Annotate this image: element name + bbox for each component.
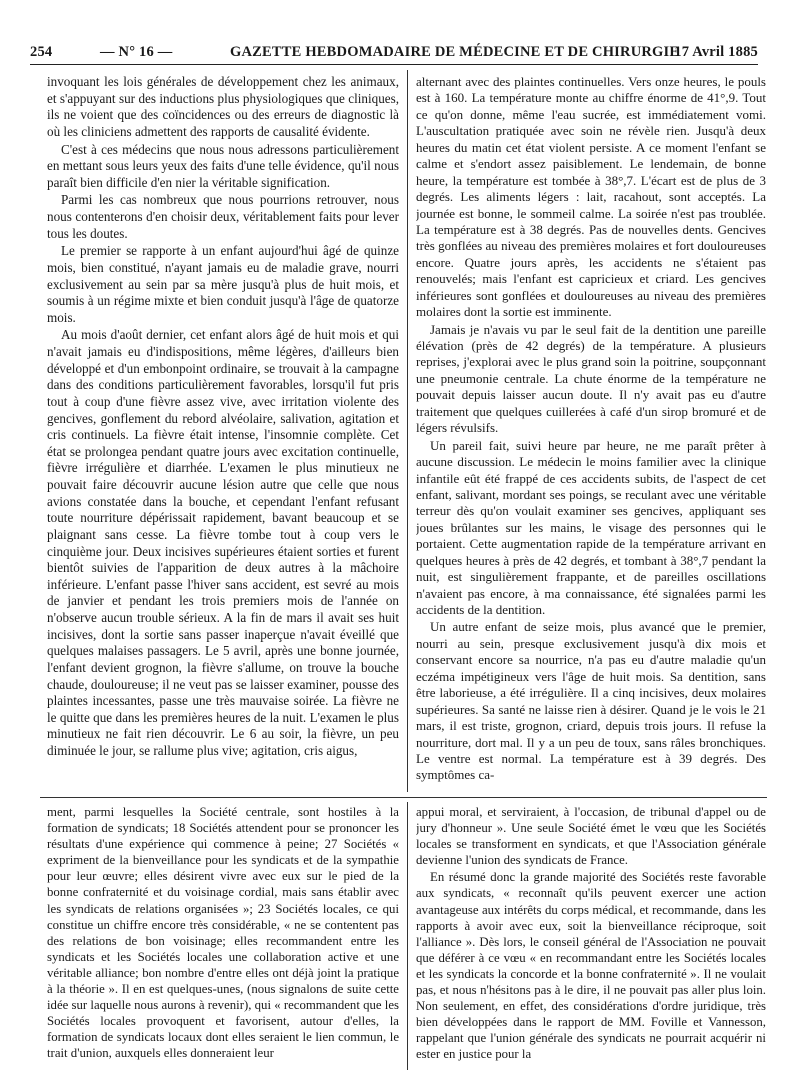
article-column-left [47,74,399,786]
article-column-right [416,74,766,786]
issue-date: 17 Avril 1885 [674,44,758,60]
paragraph: Parmi les cas nombreux que nous pourrions retrouver, nous nous contenterons d'en choisir deux, véritablement faits pour lever tous les doutes. [47,192,399,241]
page-number: 254 [30,44,53,60]
feuilleton-column-right [416,804,766,1066]
paragraph: ment, parmi lesquelles la Société centrale, sont hostiles à la formation de syndicats; 18 Sociétés attendent pour se prononcer les résultats d'une expérience qui commence à peine; 27 Sociétés « expriment de la bienveillance pour les syndicats et de la sympathie pour leur œuvre; elles désirent vivre avec eux sur le pied de la bonne confraternité et du voisinage cordial, mais sans établir avec les syndicats de relations organisées »; 23 Sociétés locales, ce qui constitue un chiffre encore très considérable, « ne se contentent pas des relations de bon voisinage; elles recommandent entre les syndicats et les Sociétés locales une collaboration active et une véritable alliance; bon nombre d'entre elles ont déjà joint la pratique à la théorie ». Il en est quelques-unes, (nous signalons de suite cette idée sur laquelle nous aurons à revenir), qui « recommandent que les Sociétés locales provoquent et favorisent, autour d'elles, la formation de syndicats locaux dont elles seraient le lien commun, le trait d'union, auxquels elles donneraient leur [47,805,399,1061]
paragraph: invoquant les lois générales de développement chez les animaux, et s'appuyant sur des inductions plus physiologiques que cliniques, ils ne voient que des coïncidences ou des erreurs de diagnostic là où les cliniciens admettent des rapports de causalité évidente. [47,74,399,139]
paragraph: alternant avec des plaintes continuelles. Vers onze heures, le pouls est à 160. La température monte au chiffre énorme de 41°,9. Tout ce qu'on donne, même l'eau sucrée, est immédiatement vomi. L'auscultation pratiquée avec soin ne révèle rien. Jusqu'à deux heures du matin cet état violent persiste. A ce moment l'enfant se calme et s'endort assez paisiblement. Le lendemain, de bonne heure, la température est tombée à 38°,7. L'écart est de plus de 3 degrés. Les aliments légers : lait, racahout, sont acceptés. La journée est bonne, le sommeil calme. La soirée n'est pas troublée. La température est à 38 degrés. Pas de nouvelles dents. Gencives très gonflées au niveau des premières molaires et fort douloureuses encore. Quatre jours après, les accidents ne s'étaient pas renouvelés; mais l'enfant est capricieux et criard. Les gencives inférieures sont gonflées et douloureuses au niveau des premières molaires dont la sortie est imminente. [416,74,766,320]
paragraph: Au mois d'août dernier, cet enfant alors âgé de huit mois et qui n'avait jamais eu d'indispositions, même légères, d'ailleurs bien développé et d'un embonpoint ordinaire, se trouvait à la campagne dans des conditions particulièrement favorables, lorsqu'il fut pris tout à coup d'une fièvre assez vive, avec irritation violente des gencives, gonflement du rebord alvéolaire, salivation, agitation et cris continuels. La fièvre était intense, l'insomnie complète. Cet état se prolongea pendant quatre jours avec excitation continuelle, fièvre irrégulière et diarrhée. L'examen le plus minutieux ne pouvait faire découvrir aucune lésion autre que celle que nous avions constatée dans la bouche, et cependant l'enfant refusant toute nourriture dépérissait rapidement, bavant beaucoup et se plaignant sans cesse. La fièvre tombe tout à coup vers le cinquième jour. Deux incisives supérieures étaient sorties et furent bientôt suivies de l'apparition de deux autres à la mâchoire inférieure. L'enfant passe l'hiver sans accident, est sevré au mois de janvier et pendant les trois premiers mois de l'année on n'observe aucun trouble sérieux. A la fin de mars il avait ses huit incisives, dont la sortie sans passer inaperçue n'avait éveillé que quelques malaises passagers. Le 5 avril, après une bonne journée, l'enfant devient grognon, la fièvre s'allume, on trouve la bouche chaude, douloureuse; il ne veut pas se laisser examiner, pousse des plaintes incessantes, passe une très mauvaise soirée. La fièvre ne le quitte que dans les premières heures de la nuit. L'examen le plus minutieux ne fait rien découvrir. Le 6 au soir, la fièvre, un peu diminuée le jour, se rallume plus vive; agitation, cris aigus, [47,327,399,758]
column-divider-upper [407,70,408,792]
paragraph: En résumé donc la grande majorité des Sociétés reste favorable aux syndicats, « reconnaît qu'ils peuvent exercer une action avantageuse aux intérêts du corps médical, et recommande, dans les rapports à avoir avec eux, soit la bienveillance réciproque, soit l'alliance ». Dès lors, le conseil général de l'Association ne pouvait que déférer à ce vœu « en recommandant entre les Sociétés locales et les syndicats la concorde et la bonne confraternité ». Il ne voulait pas, et nous n'hésitons pas à le dire, il ne pouvait pas aller plus loin. Non seulement, en effet, des considérations d'ordre juridique, très bien développées dans le rapport de MM. Foville et Vannesson, rappelant que l'union générale des syndicats ne pourrait acquérir ni ester en justice pour la [416,870,766,1062]
running-header [30,42,758,65]
issue-number: — N° 16 — [100,44,173,60]
feuilleton-column-left [47,804,399,1066]
paragraph: Un pareil fait, suivi heure par heure, ne me paraît prêter à aucune discussion. Le médecin le moins familier avec la clinique infantile eût été frappé de ces accidents subits, de l'aspect de cet enfant, salivant, mordant ses poings, se reculant avec une véritable terreur dès qu'on voulait examiner ses gencives, appliquant ses joues brûlantes sur les mains, le visage des personnes qui le portaient. Cette augmentation rapide de la température arrivant en quelques heures à près de 42 degrés, et tombant à 38°,7 pendant la nuit, est singulièrement frappante, et de pareilles oscillations n'avaient pas encore, à ma connaissance, été signalées parmi les accidents de la dentition. [416,437,766,617]
paragraph: C'est à ces médecins que nous nous adressons particulièrement en mettant sous leurs yeux des faits d'une telle évidence, qu'il nous paraît bien difficile d'en nier la véritable signification. [47,141,399,190]
paragraph: Un autre enfant de seize mois, plus avancé que le premier, nourri au sein, presque exclusivement jusqu'à dix mois et conservant encore sa nourrice, n'a pas eu d'autre maladie qu'un eczéma impétigineux vers l'âge de huit mois. Sa dentition, sans être laborieuse, a été irrégulière. Il a cinq incisives, deux molaires supérieures. Sa santé ne laisse rien à désirer. Quand je le vois le 21 mars, il est triste, grognon, criard, depuis trois jours. Il refuse la nourriture, dort mal. Il y a un peu de toux, sans râles bronchiques. Le ventre est normal. La température est à 39 degrés. Des symptômes ca- [416,619,766,783]
column-divider-lower [407,802,408,1070]
paragraph: appui moral, et serviraient, à l'occasion, de tribunal d'appel ou de jury d'honneur ». Une seule Société émet le vœu que les Sociétés locales se transforment en syndicats, et que l'Association générale devienne l'union des syndicats de France. [416,805,766,868]
paragraph: Le premier se rapporte à un enfant aujourd'hui âgé de quinze mois, bien constitué, n'ayant jamais eu de maladie grave, nourri exclusivement au sein par sa mère jusqu'à plus de huit mois, et soumis à un régime mixte et bien conduit jusqu'à l'âge de quatorze mois. [47,243,399,325]
section-divider [40,797,767,798]
paragraph: Jamais je n'avais vu par le seul fait de la dentition une pareille élévation (près de 42 degrés) de la température. A plusieurs reprises, j'explorai avec le plus grand soin la poitrine, soupçonnant une pneumonie centrale. La chute énorme de la température ne pouvait depuis laisser aucun doute. Il n'y avait pas eu d'autre traitement que quelques cuillerées à café d'un sirop bromuré et de légers révulsifs. [416,321,766,436]
journal-title: GAZETTE HEBDOMADAIRE DE MÉDECINE ET DE CHIRURGIE [230,44,680,60]
